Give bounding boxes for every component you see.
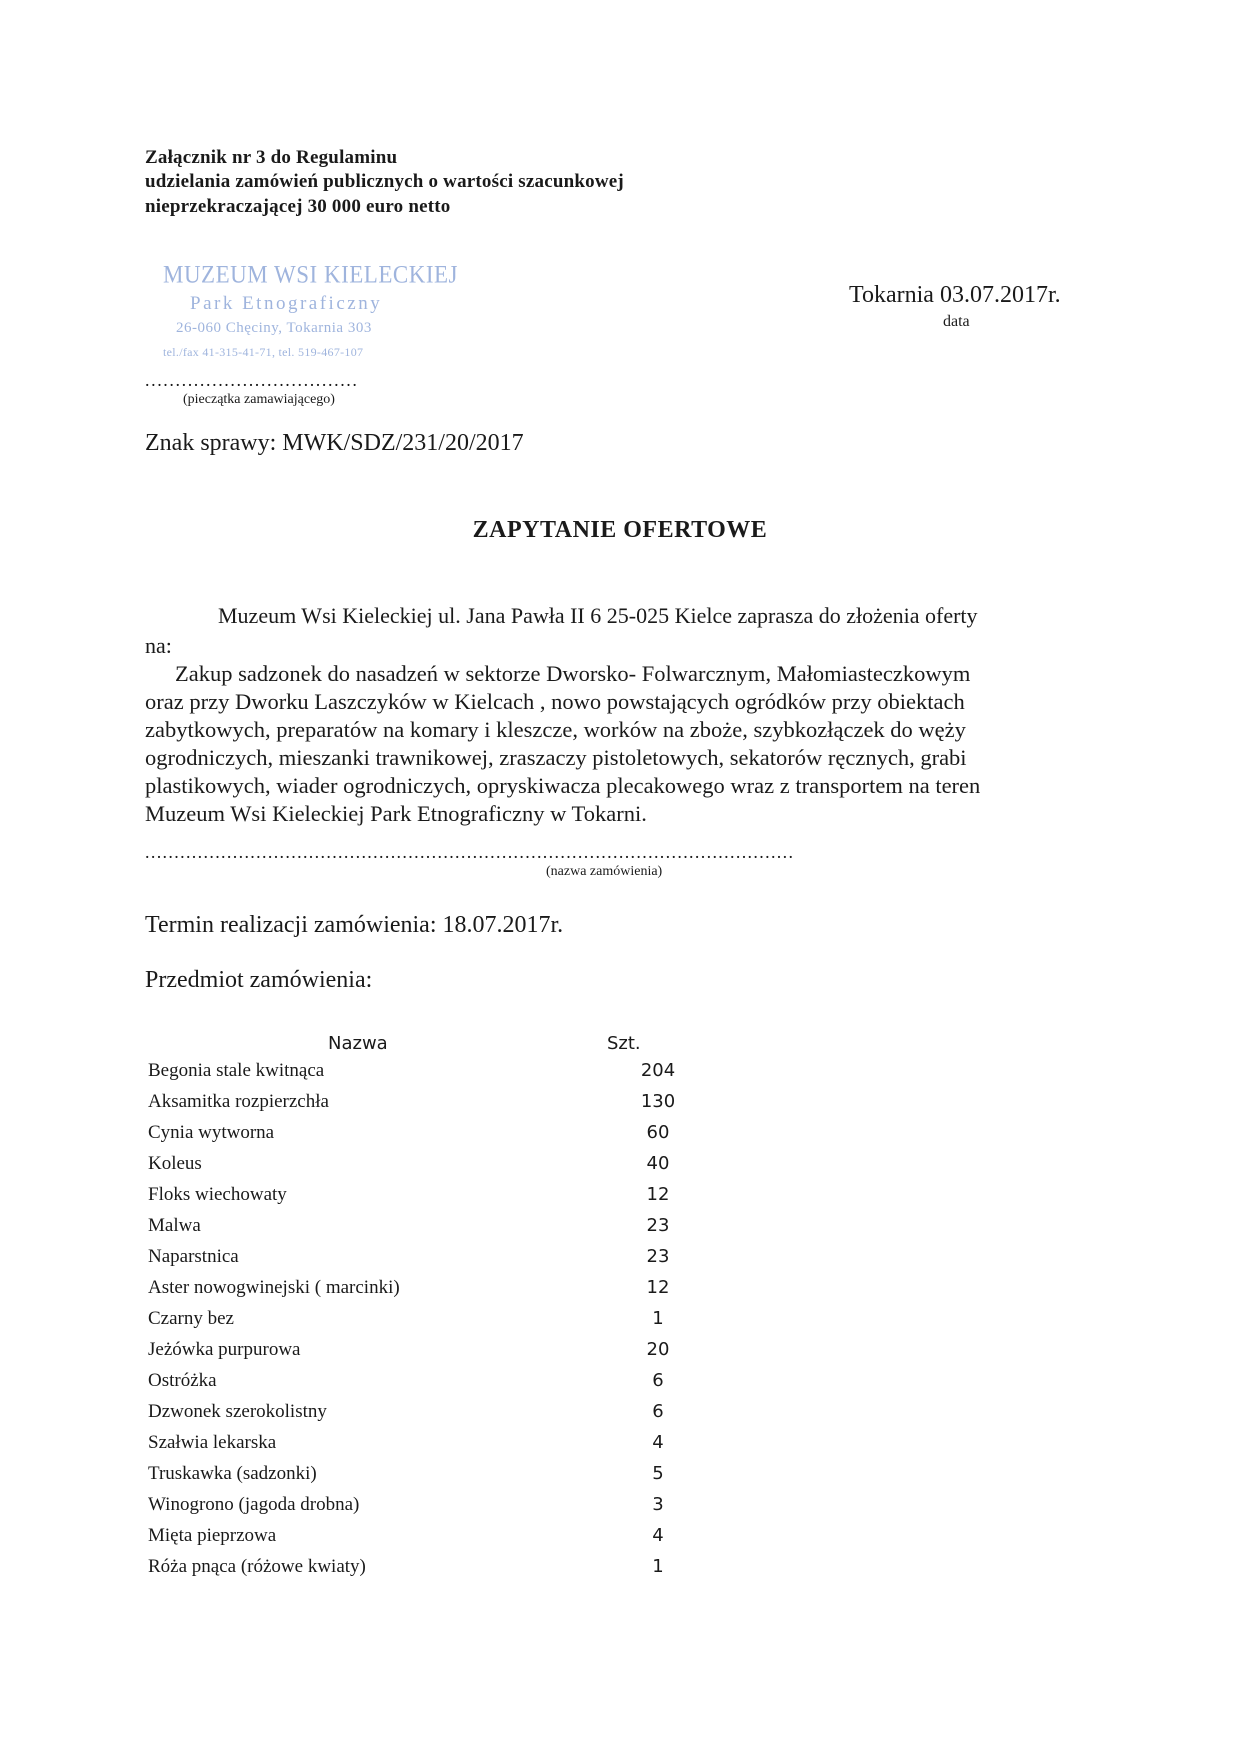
item-name: Szałwia lekarska: [148, 1432, 277, 1453]
item-name: Dzwonek szerokolistny: [148, 1401, 327, 1422]
item-qty: 6: [652, 1401, 664, 1422]
table-row: [148, 1401, 708, 1432]
item-name: Ostróżka: [148, 1370, 217, 1391]
stamp-institution-name: MUZEUM WSI KIELECKIEJ: [163, 260, 458, 289]
table-row: [148, 1060, 708, 1091]
table-row: [148, 1184, 708, 1215]
item-qty: 40: [646, 1153, 670, 1174]
order-subject-heading: Przedmiot zamówienia:: [145, 967, 373, 993]
stamp-dotted-line: ...................................: [145, 370, 359, 390]
item-qty: 60: [646, 1122, 670, 1143]
item-qty: 12: [646, 1277, 670, 1298]
table-row: [148, 1432, 708, 1463]
document-title: ZAPYTANIE OFERTOWE: [472, 517, 768, 543]
item-name: Mięta pieprzowa: [148, 1525, 277, 1546]
item-qty: 1: [652, 1308, 664, 1329]
item-name: Begonia stale kwitnąca: [148, 1060, 325, 1081]
order-name-dotted-line: ...............................................................................................................: [145, 842, 795, 862]
table-row: [148, 1277, 708, 1308]
table-row: [148, 1122, 708, 1153]
table-row: [148, 1153, 708, 1184]
table-row: [148, 1463, 708, 1494]
item-qty: 1: [652, 1556, 664, 1577]
table-row: [148, 1091, 708, 1122]
item-name: Truskawka (sadzonki): [148, 1463, 317, 1484]
case-reference: Znak sprawy: MWK/SDZ/231/20/2017: [145, 430, 524, 456]
order-description-line: zabytkowych, preparatów na komary i kleszcze, worków na zboże, szybkozłączek do węży: [145, 717, 966, 742]
item-name: Floks wiechowaty: [148, 1184, 287, 1205]
table-row: [148, 1525, 708, 1556]
item-name: Malwa: [148, 1215, 201, 1236]
order-description-line: oraz przy Dworku Laszczyków w Kielcach , nowo powstających ogródków przy obiektach: [145, 689, 965, 714]
item-qty: 5: [652, 1463, 664, 1484]
stamp-address: 26-060 Chęciny, Tokarnia 303: [176, 320, 372, 336]
item-qty: 4: [652, 1432, 664, 1453]
attachment-header-line-3: nieprzekraczającej 30 000 euro netto: [145, 196, 451, 217]
item-qty: 23: [646, 1246, 670, 1267]
item-qty: 20: [646, 1339, 670, 1360]
item-qty: 6: [652, 1370, 664, 1391]
item-qty: 3: [652, 1494, 664, 1515]
table-row: [148, 1308, 708, 1339]
item-name: Czarny bez: [148, 1308, 234, 1329]
table-row: [148, 1556, 708, 1587]
intro-continuation: na:: [145, 633, 172, 658]
order-description-line: Muzeum Wsi Kieleckiej Park Etnograficzny w Tokarni.: [145, 801, 647, 826]
item-name: Róża pnąca (różowe kwiaty): [148, 1556, 366, 1577]
item-qty: 23: [646, 1215, 670, 1236]
document-date: Tokarnia 03.07.2017r.: [849, 282, 1061, 308]
order-name-caption: (nazwa zamówienia): [546, 864, 663, 879]
date-label: data: [943, 313, 970, 330]
table-row: [148, 1339, 708, 1370]
stamp-caption: (pieczątka zamawiającego): [183, 392, 335, 407]
item-name: Jeżówka purpurowa: [148, 1339, 301, 1360]
item-qty: 12: [646, 1184, 670, 1205]
table-row: [148, 1215, 708, 1246]
attachment-header-line-1: Załącznik nr 3 do Regulaminu: [145, 147, 398, 168]
intro-line: Muzeum Wsi Kieleckiej ul. Jana Pawła II 6 25-025 Kielce zaprasza do złożenia oferty: [218, 603, 978, 628]
table-row: [148, 1246, 708, 1277]
item-name: Aksamitka rozpierzchła: [148, 1091, 329, 1112]
table-row: [148, 1370, 708, 1401]
completion-deadline: Termin realizacji zamówienia: 18.07.2017r.: [145, 912, 564, 938]
order-description-line: ogrodniczych, mieszanki trawnikowej, zraszaczy pistoletowych, sekatorów ręcznych, grabi: [145, 745, 967, 770]
item-name: Winogrono (jagoda drobna): [148, 1494, 360, 1515]
order-description-line: plastikowych, wiader ogrodniczych, opryskiwacza plecakowego wraz z transportem na teren: [145, 773, 981, 798]
stamp-phone: tel./fax 41-315-41-71, tel. 519-467-107: [163, 345, 364, 359]
attachment-header-line-2: udzielania zamówień publicznych o wartości szacunkowej: [145, 171, 624, 192]
table-row: [148, 1494, 708, 1525]
table-header-name: Nazwa: [328, 1033, 388, 1054]
item-name: Naparstnica: [148, 1246, 239, 1267]
item-qty: 204: [640, 1060, 676, 1081]
item-qty: 4: [652, 1525, 664, 1546]
item-name: Cynia wytworna: [148, 1122, 275, 1143]
table-header-qty: Szt.: [607, 1033, 641, 1054]
order-description-line: Zakup sadzonek do nasadzeń w sektorze Dworsko- Folwarcznym, Małomiasteczkowym: [175, 661, 971, 686]
stamp-subtitle: Park Etnograficzny: [190, 293, 383, 314]
item-name: Koleus: [148, 1153, 202, 1174]
item-name: Aster nowogwinejski ( marcinki): [148, 1277, 400, 1298]
item-qty: 130: [640, 1091, 676, 1112]
